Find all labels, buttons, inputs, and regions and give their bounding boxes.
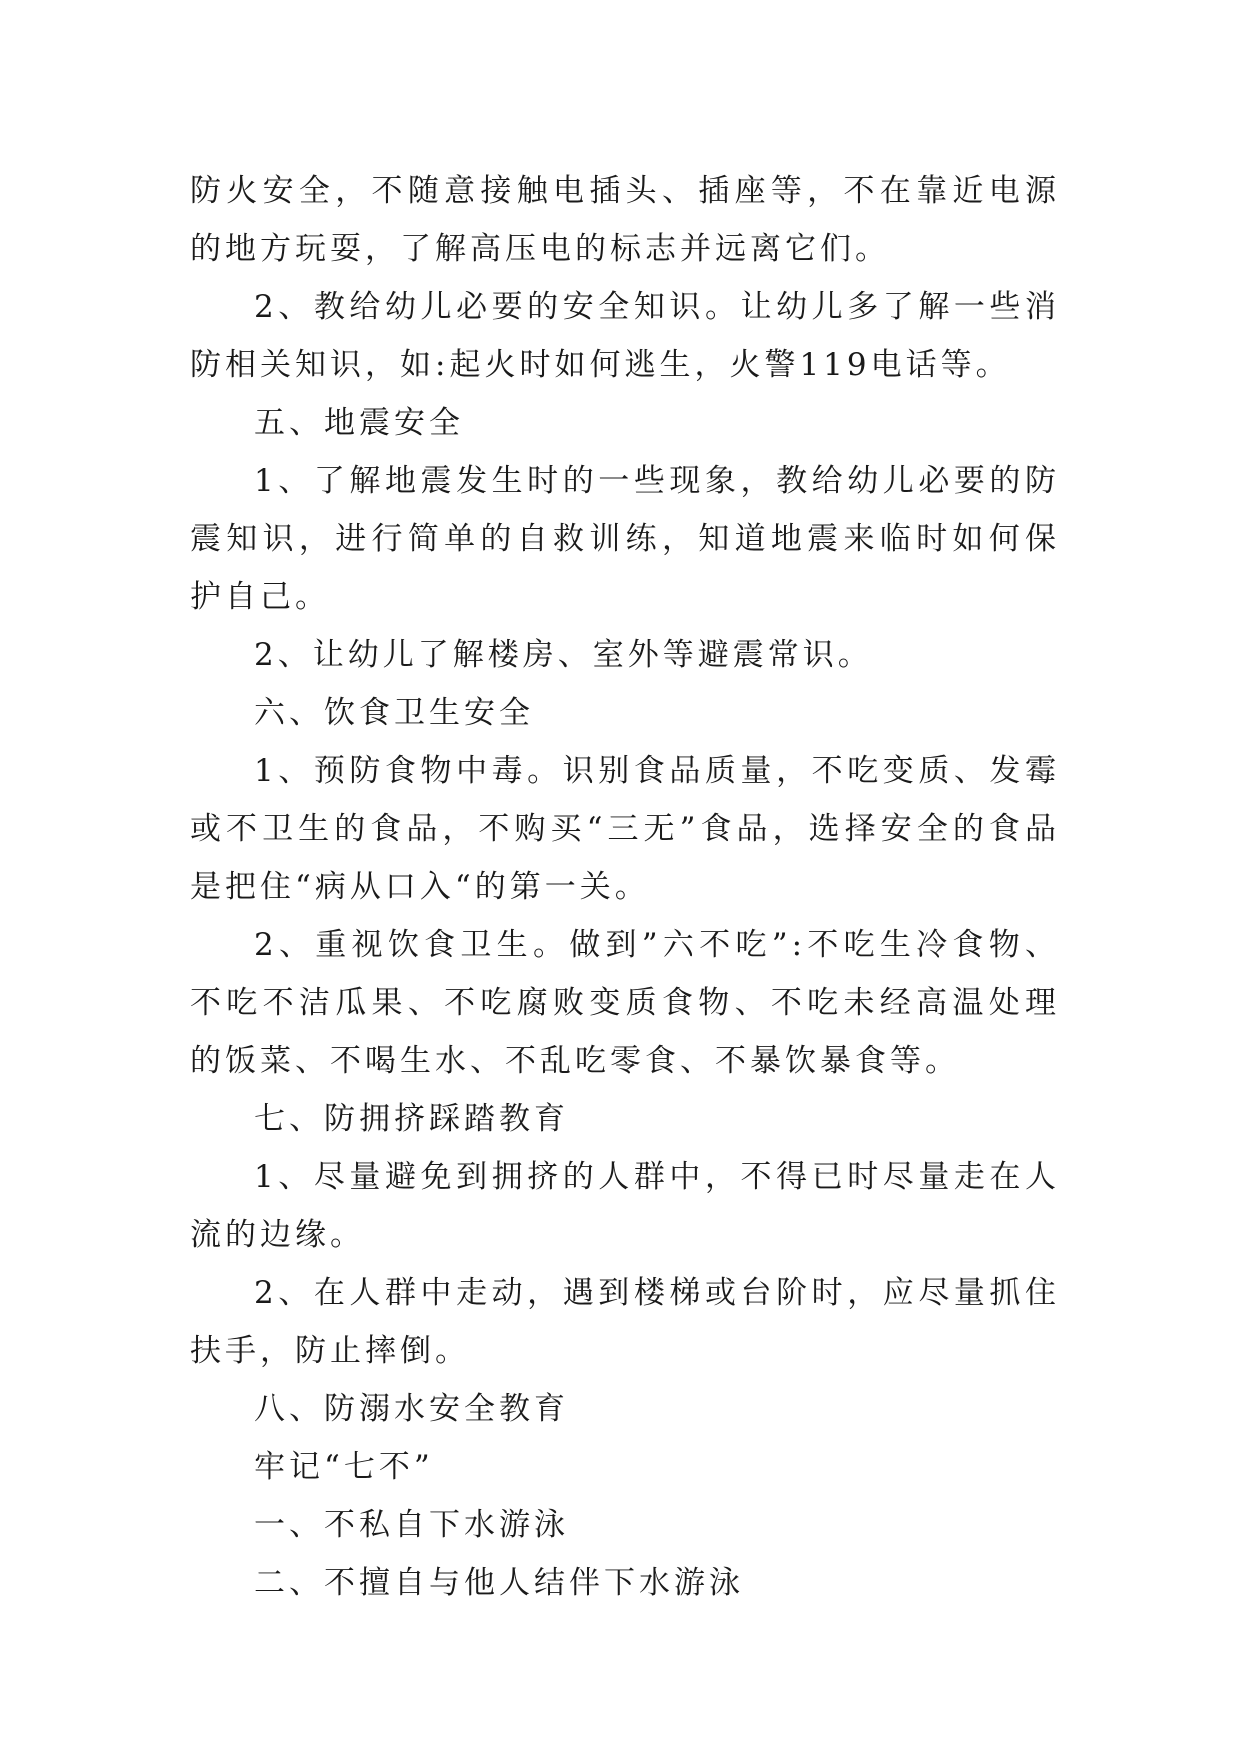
paragraph-crowd-safety-1: 1、尽量避免到拥挤的人群中，不得已时尽量走在人流的边缘。 xyxy=(190,1159,1060,1253)
list-item-rule-2: 二、不擅自与他人结伴下水游泳 xyxy=(254,1565,744,1601)
paragraph-crowd-safety-2: 2、在人群中走动，遇到楼梯或台阶时，应尽量抓住扶手，防止摔倒。 xyxy=(190,1275,1060,1369)
section-heading-food-safety: 六、饮食卫生安全 xyxy=(254,695,534,731)
paragraph-food-safety-1: 1、预防食物中毒。识别食品质量，不吃变质、发霉或不卫生的食品，不购买“三无”食品，选择安全的食品是把住“病从口入“的第一关。 xyxy=(190,753,1060,905)
paragraph-seven-rules: 牢记“七不” xyxy=(254,1449,434,1485)
section-heading-earthquake: 五、地震安全 xyxy=(254,405,464,441)
paragraph-earthquake-1: 1、了解地震发生时的一些现象，教给幼儿必要的防震知识，进行简单的自救训练，知道地震来临时如何保护自己。 xyxy=(190,463,1060,615)
list-item-rule-1: 一、不私自下水游泳 xyxy=(254,1507,569,1543)
paragraph-earthquake-2: 2、让幼儿了解楼房、室外等避震常识。 xyxy=(254,637,873,673)
section-heading-crowd-safety: 七、防拥挤踩踏教育 xyxy=(254,1101,569,1137)
paragraph-fire-knowledge: 2、教给幼儿必要的安全知识。让幼儿多了解一些消防相关知识，如:起火时如何逃生，火警119电话等。 xyxy=(190,289,1060,383)
paragraph-food-safety-2: 2、重视饮食卫生。做到”六不吃”:不吃生冷食物、不吃不洁瓜果、不吃腐败变质食物、不吃未经高温处理的饭菜、不喝生水、不乱吃零食、不暴饮暴食等。 xyxy=(190,927,1060,1079)
paragraph-fire-safety-continued: 防火安全，不随意接触电插头、插座等，不在靠近电源的地方玩耍，了解高压电的标志并远离它们。 xyxy=(190,173,1060,267)
document-page xyxy=(190,162,1060,1612)
section-heading-drowning-safety: 八、防溺水安全教育 xyxy=(254,1391,569,1427)
